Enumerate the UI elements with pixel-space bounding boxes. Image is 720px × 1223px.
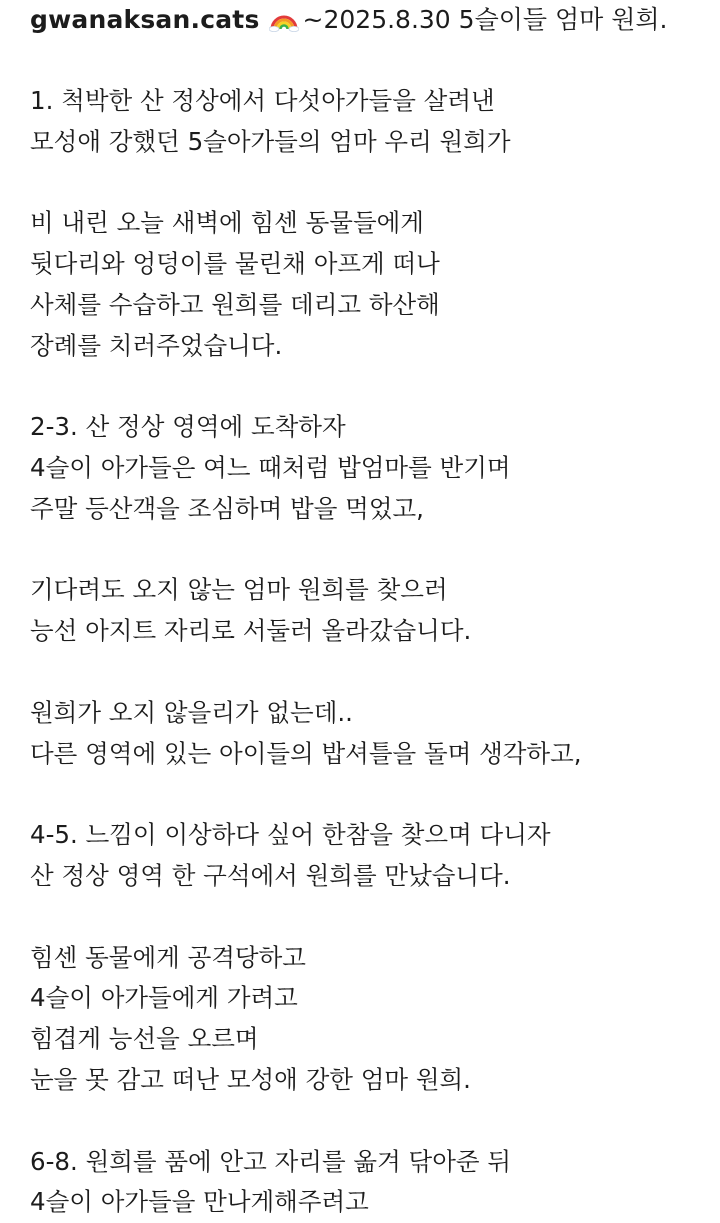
blank-line [30, 1101, 700, 1142]
caption-line: 비 내린 오늘 새벽에 힘센 동물들에게 [30, 208, 424, 238]
caption-line: 4슬이 아가들을 만나게해주려고 [30, 1187, 369, 1217]
caption-line: 1. 척박한 산 정상에서 다섯아가들을 살려낸 [30, 85, 495, 115]
caption-line: 눈을 못 감고 떠난 모성애 강한 엄마 원희. [30, 1064, 471, 1094]
post-caption [30, 0, 700, 1223]
blank-line [30, 366, 700, 407]
caption-line: 기다려도 오지 않는 엄마 원희를 찾으러 [30, 575, 448, 605]
caption-line: 모성애 강했던 5슬아가들의 엄마 우리 원희가 [30, 126, 511, 156]
username-link[interactable]: gwanaksan.cats [30, 5, 260, 34]
blank-line [30, 774, 700, 815]
blank-line [30, 652, 700, 693]
blank-line [30, 897, 700, 938]
caption-header [30, 0, 700, 40]
caption-line: 주말 등산객을 조심하며 밥을 먹었고, [30, 493, 424, 523]
caption-line: 2-3. 산 정상 영역에 도착하자 [30, 412, 346, 442]
caption-line: 4슬이 아가들에게 가려고 [30, 983, 298, 1013]
blank-line [30, 530, 700, 571]
caption-body [30, 40, 700, 1223]
rainbow-icon [269, 8, 299, 32]
caption-line: 4슬이 아가들은 여느 때처럼 밥엄마를 반기며 [30, 452, 511, 482]
caption-line: 뒷다리와 엉덩이를 물린채 아프게 떠나 [30, 248, 440, 278]
caption-line: 힘겹게 능선을 오르며 [30, 1024, 259, 1054]
caption-line: 다른 영역에 있는 아이들의 밥셔틀을 돌며 생각하고, [30, 738, 582, 768]
caption-line: 원희가 오지 않을리가 없는데.. [30, 697, 353, 727]
caption-line: 사체를 수습하고 원희를 데리고 하산해 [30, 289, 440, 319]
caption-header-text: ~2025.8.30 5슬이들 엄마 원희. [302, 5, 668, 34]
caption-line: 산 정상 영역 한 구석에서 원희를 만났습니다. [30, 860, 511, 890]
caption-line: 4-5. 느낌이 이상하다 싶어 한참을 찾으며 다니자 [30, 820, 551, 850]
blank-line [30, 162, 700, 203]
caption-line: 힘센 동물에게 공격당하고 [30, 942, 306, 972]
caption-line: 장례를 치러주었습니다. [30, 330, 283, 360]
caption-line: 6-8. 원희를 품에 안고 자리를 옮겨 닦아준 뒤 [30, 1146, 511, 1176]
blank-line [30, 40, 700, 81]
caption-line: 능선 아지트 자리로 서둘러 올라갔습니다. [30, 616, 472, 646]
